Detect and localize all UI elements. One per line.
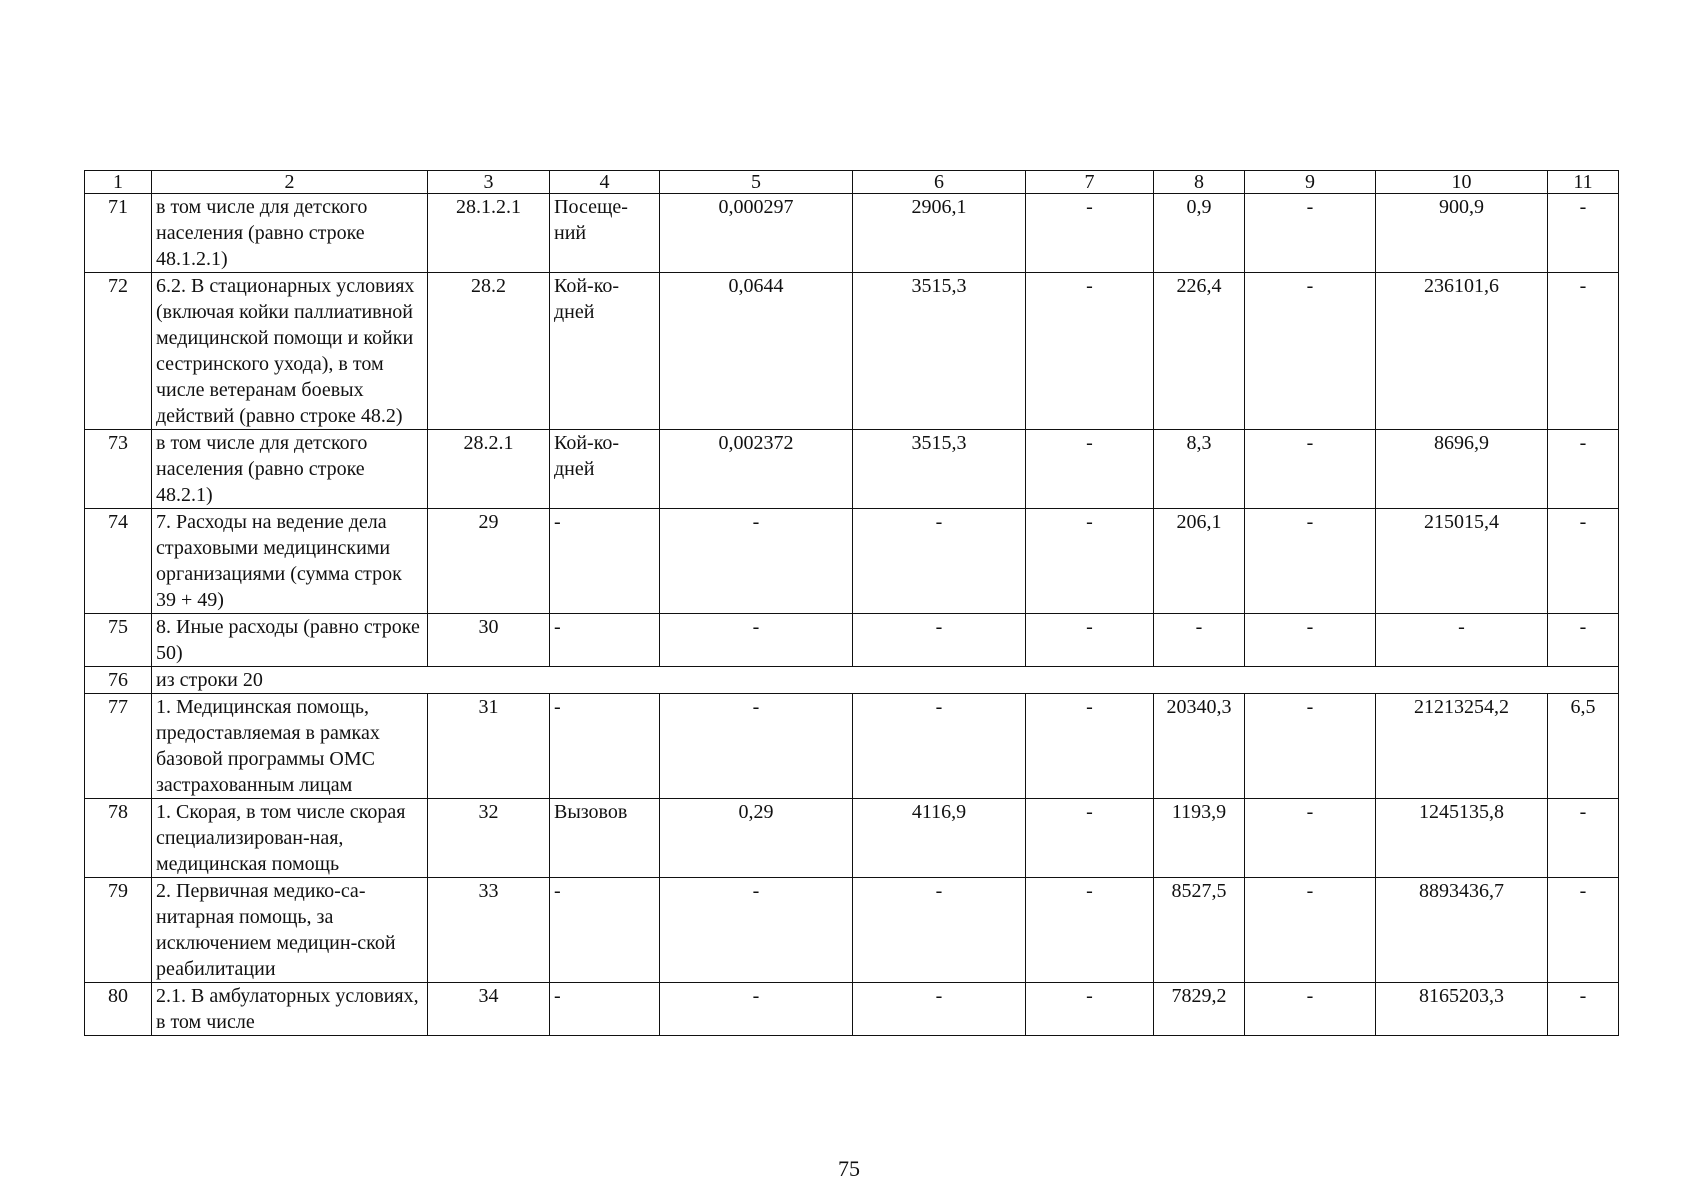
cell-c9: - [1245, 430, 1376, 509]
cell-code: 30 [428, 614, 550, 667]
cell-n: 75 [85, 614, 152, 667]
cell-name: 2. Первичная медико-са-нитарная помощь, за исключением медицин-ской реабилитации [152, 878, 428, 983]
header-cell: 5 [660, 171, 853, 194]
cell-c9: - [1245, 983, 1376, 1036]
cell-n: 72 [85, 273, 152, 430]
cell-c5: - [660, 614, 853, 667]
cell-c7: - [1026, 878, 1154, 983]
section-row [85, 667, 1619, 694]
cell-c5: 0,002372 [660, 430, 853, 509]
cell-c5: 0,000297 [660, 194, 853, 273]
cell-c9: - [1245, 799, 1376, 878]
cell-n: 79 [85, 878, 152, 983]
cell-name: 8. Иные расходы (равно строке 50) [152, 614, 428, 667]
cell-n: 80 [85, 983, 152, 1036]
cell-unit: Вызовов [550, 799, 660, 878]
page-number: 75 [838, 1156, 860, 1181]
cell-c6: 4116,9 [853, 799, 1026, 878]
cell-code: 32 [428, 799, 550, 878]
cell-unit: Кой-ко-дней [550, 273, 660, 430]
cell-c6: - [853, 694, 1026, 799]
cell-n: 73 [85, 430, 152, 509]
cell-c11: - [1548, 878, 1619, 983]
cell-code: 28.2.1 [428, 430, 550, 509]
cell-c11: - [1548, 614, 1619, 667]
cell-code: 29 [428, 509, 550, 614]
cell-name: 2.1. В амбулаторных условиях, в том числе [152, 983, 428, 1036]
cell-c5: - [660, 983, 853, 1036]
cell-code: 28.2 [428, 273, 550, 430]
cell-c8: 8,3 [1154, 430, 1245, 509]
cell-code: 34 [428, 983, 550, 1036]
cell-c5: - [660, 509, 853, 614]
cell-c10: 8165203,3 [1376, 983, 1548, 1036]
cell-c6: - [853, 878, 1026, 983]
cell-c7: - [1026, 614, 1154, 667]
cell-unit: - [550, 983, 660, 1036]
cell-c8: 206,1 [1154, 509, 1245, 614]
cell-unit: Кой-ко-дней [550, 430, 660, 509]
cell-c5: 0,0644 [660, 273, 853, 430]
data-table [84, 170, 1619, 1036]
cell-code: 28.1.2.1 [428, 194, 550, 273]
section-label: из строки 20 [152, 667, 1619, 694]
cell-c11: - [1548, 430, 1619, 509]
header-cell: 7 [1026, 171, 1154, 194]
cell-c5: - [660, 878, 853, 983]
header-cell: 8 [1154, 171, 1245, 194]
cell-unit: - [550, 694, 660, 799]
cell-code: 31 [428, 694, 550, 799]
header-cell: 2 [152, 171, 428, 194]
cell-n: 71 [85, 194, 152, 273]
cell-c8: 8527,5 [1154, 878, 1245, 983]
cell-c6: - [853, 614, 1026, 667]
cell-c9: - [1245, 614, 1376, 667]
cell-n: 78 [85, 799, 152, 878]
table-row [85, 694, 1619, 799]
cell-name: в том числе для детского населения (равно строке 48.1.2.1) [152, 194, 428, 273]
cell-code: 33 [428, 878, 550, 983]
cell-unit: - [550, 614, 660, 667]
cell-c11: - [1548, 983, 1619, 1036]
cell-unit: - [550, 509, 660, 614]
table-row [85, 799, 1619, 878]
cell-c8: 226,4 [1154, 273, 1245, 430]
cell-name: 7. Расходы на ведение дела страховыми медицинскими организациями (сумма строк 39 + 49) [152, 509, 428, 614]
header-row [85, 171, 1619, 194]
cell-c5: 0,29 [660, 799, 853, 878]
cell-c11: - [1548, 194, 1619, 273]
cell-c9: - [1245, 194, 1376, 273]
header-cell: 9 [1245, 171, 1376, 194]
cell-c7: - [1026, 694, 1154, 799]
header-cell: 3 [428, 171, 550, 194]
cell-unit: Посеще-ний [550, 194, 660, 273]
cell-c6: - [853, 509, 1026, 614]
cell-c10: 21213254,2 [1376, 694, 1548, 799]
table-row [85, 194, 1619, 273]
cell-c8: - [1154, 614, 1245, 667]
cell-c9: - [1245, 694, 1376, 799]
cell-n: 76 [85, 667, 152, 694]
cell-c10: 8893436,7 [1376, 878, 1548, 983]
cell-c7: - [1026, 273, 1154, 430]
header-cell: 4 [550, 171, 660, 194]
cell-c5: - [660, 694, 853, 799]
cell-n: 74 [85, 509, 152, 614]
cell-c11: - [1548, 799, 1619, 878]
cell-c6: 2906,1 [853, 194, 1026, 273]
cell-name: в том числе для детского населения (равно строке 48.2.1) [152, 430, 428, 509]
cell-name: 6.2. В стационарных условиях (включая койки паллиативной медицинской помощи и койки сестринского ухода), в том числе ветеранам боевых действий (равно строке 48.2) [152, 273, 428, 430]
table-row [85, 614, 1619, 667]
table-row [85, 273, 1619, 430]
cell-n: 77 [85, 694, 152, 799]
cell-c7: - [1026, 983, 1154, 1036]
cell-c11: - [1548, 273, 1619, 430]
cell-c7: - [1026, 194, 1154, 273]
header-cell: 10 [1376, 171, 1548, 194]
cell-c10: 215015,4 [1376, 509, 1548, 614]
cell-c11: - [1548, 509, 1619, 614]
cell-c6: 3515,3 [853, 273, 1026, 430]
header-cell: 6 [853, 171, 1026, 194]
cell-c8: 20340,3 [1154, 694, 1245, 799]
table-row [85, 878, 1619, 983]
cell-c9: - [1245, 273, 1376, 430]
cell-name: 1. Медицинская помощь, предоставляемая в рамках базовой программы ОМС застрахованным лицам [152, 694, 428, 799]
cell-unit: - [550, 878, 660, 983]
cell-c8: 1193,9 [1154, 799, 1245, 878]
cell-c10: 1245135,8 [1376, 799, 1548, 878]
cell-c6: - [853, 983, 1026, 1036]
cell-c10: 900,9 [1376, 194, 1548, 273]
cell-c8: 0,9 [1154, 194, 1245, 273]
cell-c7: - [1026, 509, 1154, 614]
cell-c9: - [1245, 509, 1376, 614]
table-row [85, 509, 1619, 614]
header-cell: 1 [85, 171, 152, 194]
header-cell: 11 [1548, 171, 1619, 194]
cell-c10: 8696,9 [1376, 430, 1548, 509]
cell-c11: 6,5 [1548, 694, 1619, 799]
table-row [85, 983, 1619, 1036]
cell-c6: 3515,3 [853, 430, 1026, 509]
cell-c7: - [1026, 799, 1154, 878]
cell-name: 1. Скорая, в том числе скорая специализирован-ная, медицинская помощь [152, 799, 428, 878]
cell-c10: - [1376, 614, 1548, 667]
cell-c10: 236101,6 [1376, 273, 1548, 430]
table-row [85, 430, 1619, 509]
cell-c7: - [1026, 430, 1154, 509]
cell-c9: - [1245, 878, 1376, 983]
cell-c8: 7829,2 [1154, 983, 1245, 1036]
